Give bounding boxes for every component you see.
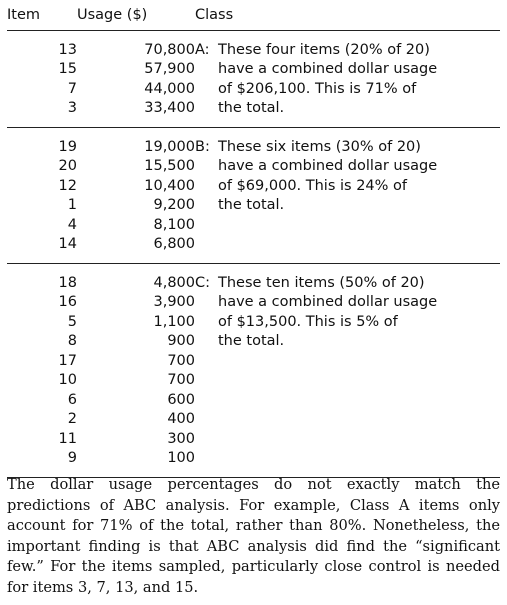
item-number: 10 bbox=[58, 372, 77, 388]
usage-values-cell bbox=[77, 263, 195, 477]
class-description-line: These six items (30% of 20) bbox=[218, 138, 421, 155]
class-description bbox=[218, 274, 437, 352]
item-number: 19 bbox=[58, 138, 77, 155]
item-number: 2 bbox=[67, 411, 77, 427]
item-number: 12 bbox=[58, 177, 77, 194]
item-number: 11 bbox=[58, 430, 77, 447]
class-description bbox=[218, 138, 437, 216]
class-group-row bbox=[7, 263, 500, 477]
usage-value: 700 bbox=[167, 352, 195, 369]
item-number: 6 bbox=[67, 391, 77, 408]
class-description bbox=[218, 41, 437, 119]
usage-value: 8,100 bbox=[153, 216, 195, 233]
class-letter: B: bbox=[195, 138, 210, 155]
usage-value: 4,800 bbox=[153, 274, 195, 291]
abc-analysis-table bbox=[7, 6, 500, 478]
class-description-cell bbox=[195, 263, 500, 477]
usage-values-cell bbox=[77, 30, 195, 127]
item-number: 13 bbox=[58, 41, 77, 58]
class-description-line: These ten items (50% of 20) bbox=[218, 274, 425, 291]
usage-value: 100 bbox=[167, 450, 195, 466]
class-group-row bbox=[7, 127, 500, 263]
table-header-row bbox=[7, 6, 500, 30]
item-number: 3 bbox=[67, 100, 77, 116]
item-number: 4 bbox=[67, 216, 77, 233]
usage-value: 600 bbox=[167, 391, 195, 408]
usage-value: 9,200 bbox=[153, 197, 195, 213]
item-number: 20 bbox=[58, 158, 77, 174]
item-number: 9 bbox=[67, 450, 77, 466]
usage-value: 19,000 bbox=[144, 138, 195, 155]
class-letter: A: bbox=[195, 41, 210, 58]
item-number: 8 bbox=[67, 333, 77, 349]
class-description-line: the total. bbox=[218, 333, 285, 349]
item-numbers-cell bbox=[7, 30, 77, 127]
class-description-cell bbox=[195, 127, 500, 263]
class-description-line: of $206,100. This is 71% of bbox=[218, 80, 417, 97]
usage-value: 10,400 bbox=[144, 177, 195, 194]
header-class: Class bbox=[195, 6, 500, 30]
item-number: 1 bbox=[67, 197, 77, 213]
usage-value: 70,800 bbox=[144, 41, 195, 58]
item-numbers-cell bbox=[7, 127, 77, 263]
usage-value: 400 bbox=[167, 411, 195, 427]
item-number: 5 bbox=[67, 313, 77, 330]
class-description-line: the total. bbox=[218, 100, 285, 116]
class-description-cell bbox=[195, 30, 500, 127]
usage-value: 44,000 bbox=[144, 80, 195, 97]
class-description-line: have a combined dollar usage bbox=[218, 158, 438, 174]
class-description-line: have a combined dollar usage bbox=[218, 294, 438, 310]
item-number: 14 bbox=[58, 236, 77, 252]
item-number: 7 bbox=[67, 80, 77, 97]
item-number: 16 bbox=[58, 294, 77, 310]
class-description-line: These four items (20% of 20) bbox=[218, 41, 430, 58]
item-number: 17 bbox=[58, 352, 77, 369]
usage-value: 3,900 bbox=[153, 294, 195, 310]
usage-value: 33,400 bbox=[144, 100, 195, 116]
usage-values-cell bbox=[77, 127, 195, 263]
usage-value: 1,100 bbox=[153, 313, 195, 330]
class-description-line: the total. bbox=[218, 197, 285, 213]
header-usage: Usage ($) bbox=[77, 6, 195, 30]
usage-value: 900 bbox=[167, 333, 195, 349]
class-group-row bbox=[7, 30, 500, 127]
usage-value: 6,800 bbox=[153, 236, 195, 252]
usage-value: 300 bbox=[167, 430, 195, 447]
table-body bbox=[7, 30, 500, 477]
item-numbers-cell bbox=[7, 263, 77, 477]
usage-value: 57,900 bbox=[144, 61, 195, 77]
class-description-line: of $69,000. This is 24% of bbox=[218, 177, 408, 194]
class-description-line: of $13,500. This is 5% of bbox=[218, 313, 398, 330]
summary-paragraph: The dollar usage percentages do not exactly match the predictions of ABC analysis. For example, Class A items only account for 71% of the total, rather than 80%. Nonetheless, the important finding is that ABC analysis did find the “significant few.” For the items sampled, particularly close control is needed for items 3, 7, 13, and 15. bbox=[7, 476, 500, 596]
header-item: Item bbox=[7, 6, 77, 30]
usage-value: 700 bbox=[167, 372, 195, 388]
class-description-line: have a combined dollar usage bbox=[218, 61, 438, 77]
item-number: 15 bbox=[58, 61, 77, 77]
class-letter: C: bbox=[195, 274, 211, 291]
usage-value: 15,500 bbox=[144, 158, 195, 174]
item-number: 18 bbox=[58, 274, 77, 291]
